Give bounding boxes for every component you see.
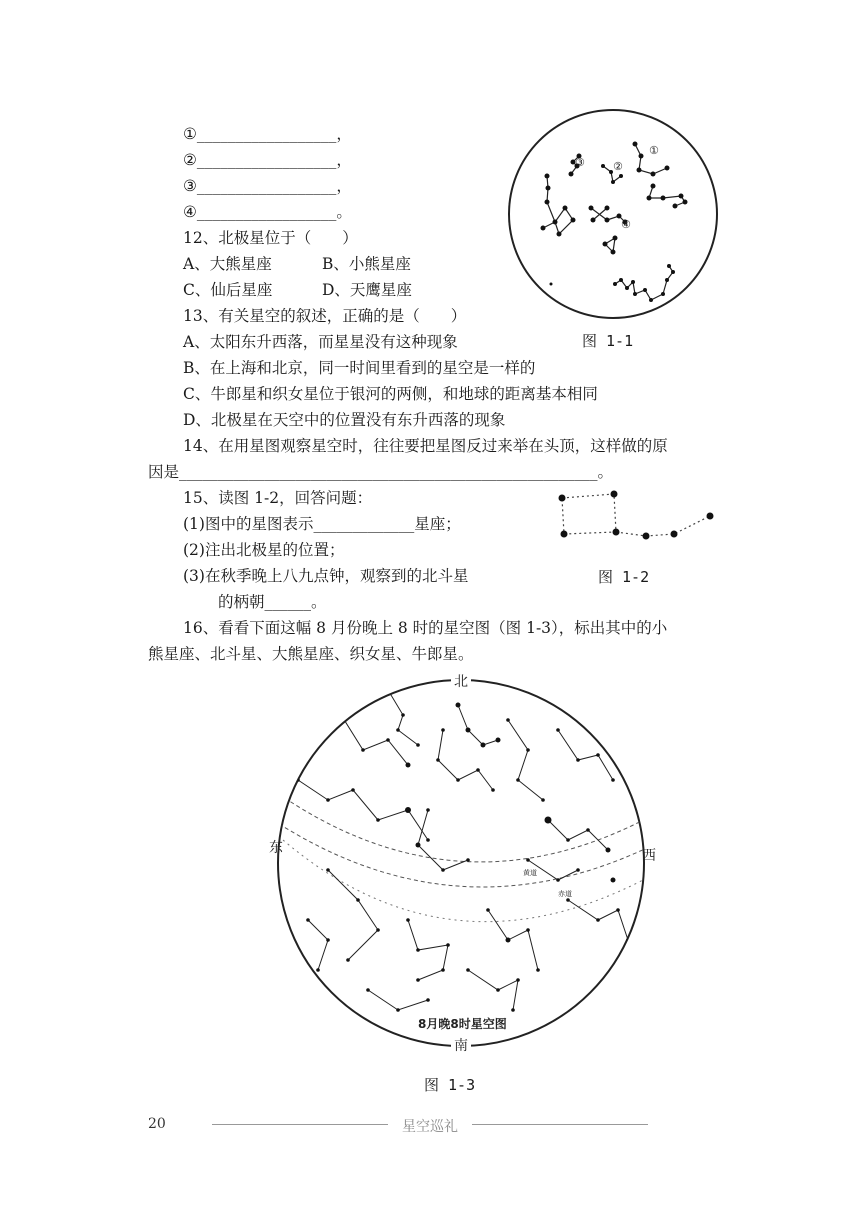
figure-1-3 — [268, 670, 668, 1060]
q14-line2: 因是______________________________________________________。 — [148, 463, 614, 481]
q15-stem: 15、读图 1-2，回答问题： — [183, 489, 373, 507]
q13-option-b: B、在上海和北京，同一时间里看到的星空是一样的 — [183, 359, 536, 377]
q16-line1: 16、看看下面这幅 8 月份晚上 8 时的星空图（图 1-3），标出其中的小 — [183, 619, 668, 637]
fig3-title: 8月晚8时星空图 — [418, 1017, 507, 1031]
q13-option-d: D、北极星在天空中的位置没有东升西落的现象 — [183, 411, 506, 429]
fig3-east: 东 — [269, 840, 283, 856]
q15-part3-cont: 的柄朝______。 — [218, 593, 327, 611]
fig3-equator: 赤道 — [558, 890, 572, 898]
fig1-label-1: ① — [649, 144, 659, 157]
blank-line-2: ②__________________， — [183, 151, 352, 169]
q12-stem: 12、北极星位于（ ） — [183, 229, 358, 247]
blank-line-3: ③__________________， — [183, 177, 352, 195]
fig1-label-4: ④ — [621, 218, 631, 231]
fig1-label-2: ② — [613, 160, 623, 173]
q15-part3: (3)在秋季晚上八九点钟，观察到的北斗星 — [183, 567, 469, 585]
q12-option-c: C、仙后星座 — [183, 281, 273, 299]
fig3-west: 西 — [642, 848, 656, 864]
page-number: 20 — [148, 1116, 166, 1132]
fig3-ecliptic: 黄道 — [523, 869, 537, 877]
footer-rule-left — [212, 1124, 388, 1125]
figure-1-1 — [503, 104, 723, 324]
q12-option-b: B、小熊星座 — [322, 255, 411, 273]
q13-option-a: A、太阳东升西落，而星星没有这种现象 — [183, 333, 458, 351]
fig3-north: 北 — [454, 674, 468, 690]
footer-title: 星空巡礼 — [402, 1119, 458, 1135]
fig1-label-3: ③ — [575, 156, 585, 169]
q12-option-d: D、天鹰星座 — [322, 281, 412, 299]
figure-1-2 — [552, 488, 722, 548]
figure-1-3-caption: 图 1-3 — [424, 1076, 476, 1094]
q12-option-a: A、大熊星座 — [183, 255, 272, 273]
q15-part1: (1)图中的星图表示_____________星座； — [183, 515, 461, 533]
figure-1-2-caption: 图 1-2 — [598, 568, 650, 586]
footer-rule-right — [472, 1124, 648, 1125]
q15-part2: (2)注出北极星的位置； — [183, 541, 345, 559]
blank-line-1: ①__________________， — [183, 125, 352, 143]
q13-stem: 13、有关星空的叙述，正确的是（ ） — [183, 307, 467, 325]
fig3-south: 南 — [454, 1038, 468, 1054]
q13-option-c: C、牛郎星和织女星位于银河的两侧，和地球的距离基本相同 — [183, 385, 598, 403]
q16-line2: 熊星座、北斗星、大熊星座、织女星、牛郎星。 — [148, 645, 474, 663]
figure-1-1-caption: 图 1-1 — [582, 332, 634, 350]
q14-line1: 14、在用星图观察星空时，往往要把星图反过来举在头顶，这样做的原 — [183, 437, 668, 455]
blank-line-4: ④__________________。 — [183, 203, 352, 221]
